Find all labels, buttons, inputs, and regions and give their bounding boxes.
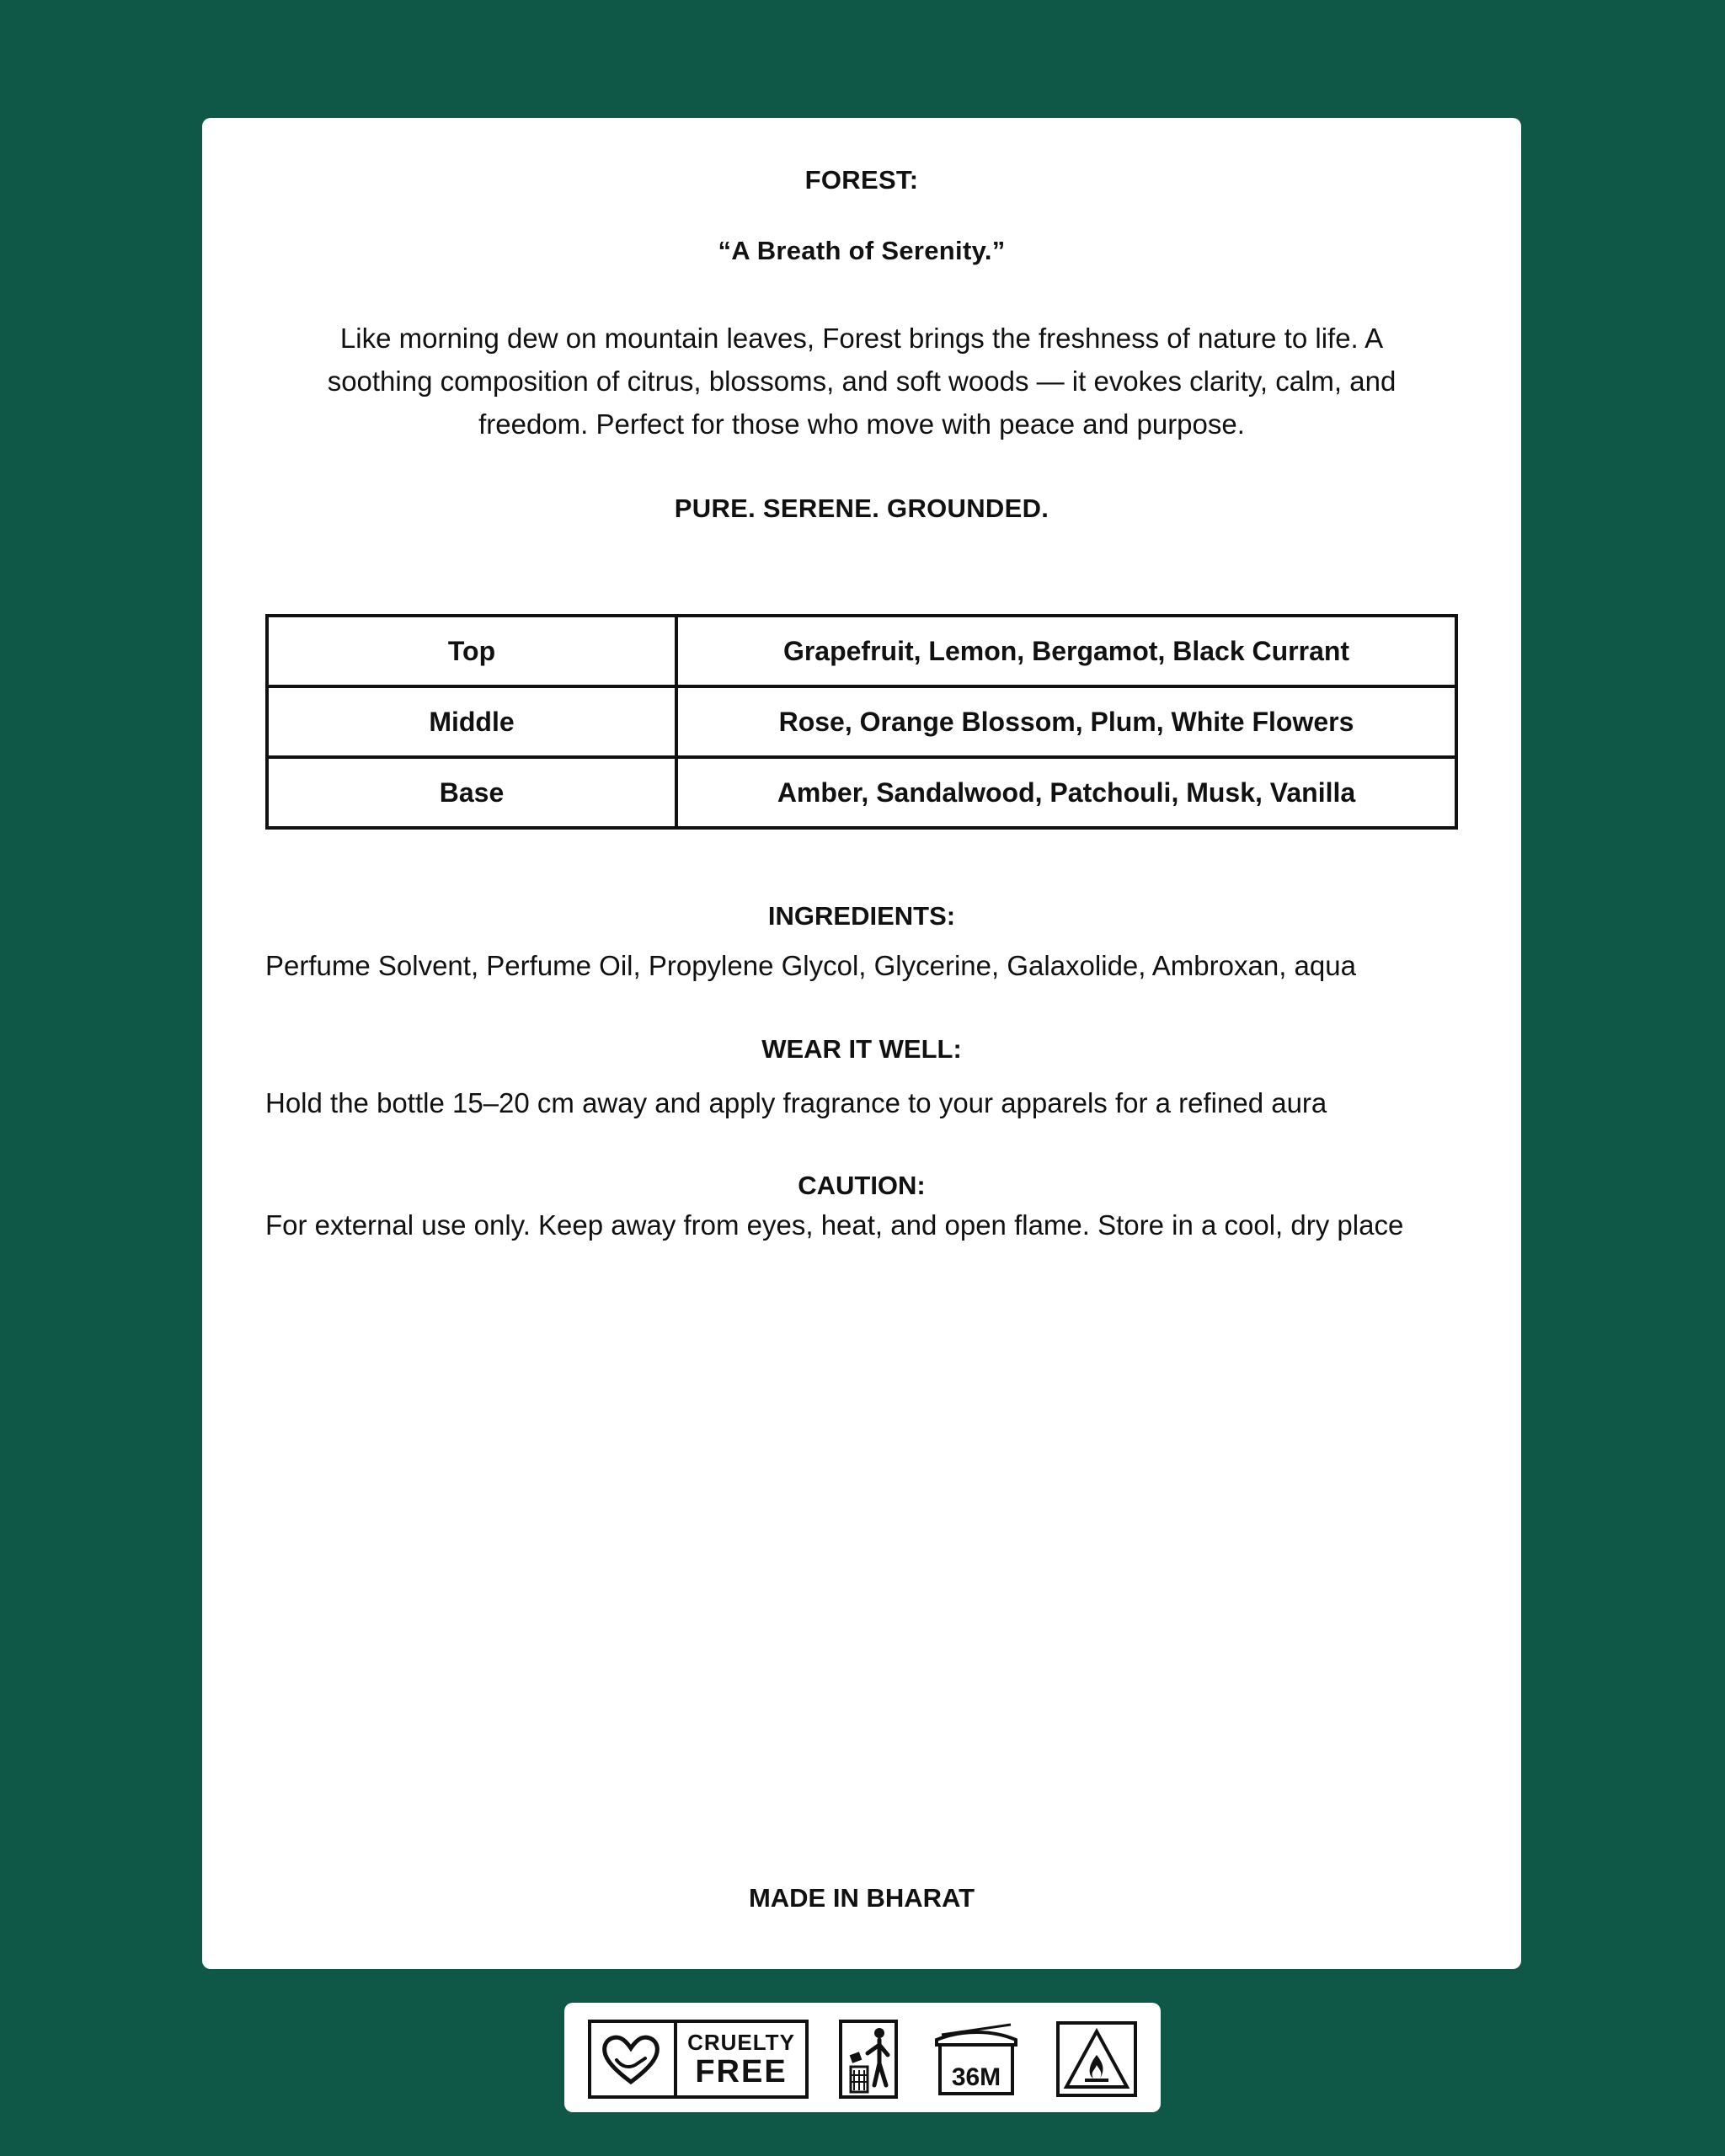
note-ingredients: Amber, Sandalwood, Patchouli, Musk, Vanilla	[676, 757, 1456, 828]
period-after-opening-icon	[933, 2021, 1019, 2097]
table-row	[267, 616, 1456, 686]
ingredients-text: Perfume Solvent, Perfume Oil, Propylene Glycol, Glycerine, Galaxolide, Ambroxan, aqua	[265, 950, 1356, 981]
product-name: FOREST:	[804, 165, 919, 195]
dispose-in-bin-icon	[839, 2020, 898, 2099]
fragrance-notes-table	[265, 614, 1458, 830]
caution-heading: CAUTION:	[798, 1171, 926, 1200]
caution-text: For external use only. Keep away from eyes, heat, and open flame. Store in a cool, dry place	[265, 1209, 1404, 1241]
note-level: Top	[267, 616, 676, 686]
product-motto: PURE. SERENE. GROUNDED.	[674, 494, 1049, 523]
product-description: Like morning dew on mountain leaves, Forest brings the freshness of nature to life. A soothing composition of citrus, blossoms, and soft woods — it evokes clarity, calm, and freedom. Perfect for those who move with peace and purpose.	[327, 323, 1397, 440]
usage-heading: WEAR IT WELL:	[761, 1034, 962, 1064]
product-tagline: “A Breath of Serenity.”	[718, 236, 1006, 265]
heart-hand-icon	[591, 2023, 677, 2095]
table-row	[267, 757, 1456, 828]
certification-badges	[564, 2003, 1161, 2112]
cruelty-free-badge	[588, 2020, 809, 2099]
note-level: Base	[267, 757, 676, 828]
usage-text: Hold the bottle 15–20 cm away and apply fragrance to your apparels for a refined aura	[265, 1087, 1327, 1118]
note-ingredients: Grapefruit, Lemon, Bergamot, Black Currant	[676, 616, 1456, 686]
table-row	[267, 686, 1456, 757]
flammable-icon	[1056, 2021, 1137, 2097]
origin-label: MADE IN BHARAT	[748, 1883, 975, 1913]
cruelty-free-line2: FREE	[695, 2054, 788, 2089]
note-level: Middle	[267, 686, 676, 757]
pao-label: 36M	[951, 2063, 1001, 2091]
cruelty-free-line1: CRUELTY	[687, 2030, 795, 2055]
label-card	[202, 118, 1521, 1969]
note-ingredients: Rose, Orange Blossom, Plum, White Flowers	[676, 686, 1456, 757]
ingredients-heading: INGREDIENTS:	[767, 901, 956, 931]
cruelty-free-text	[677, 2023, 805, 2095]
